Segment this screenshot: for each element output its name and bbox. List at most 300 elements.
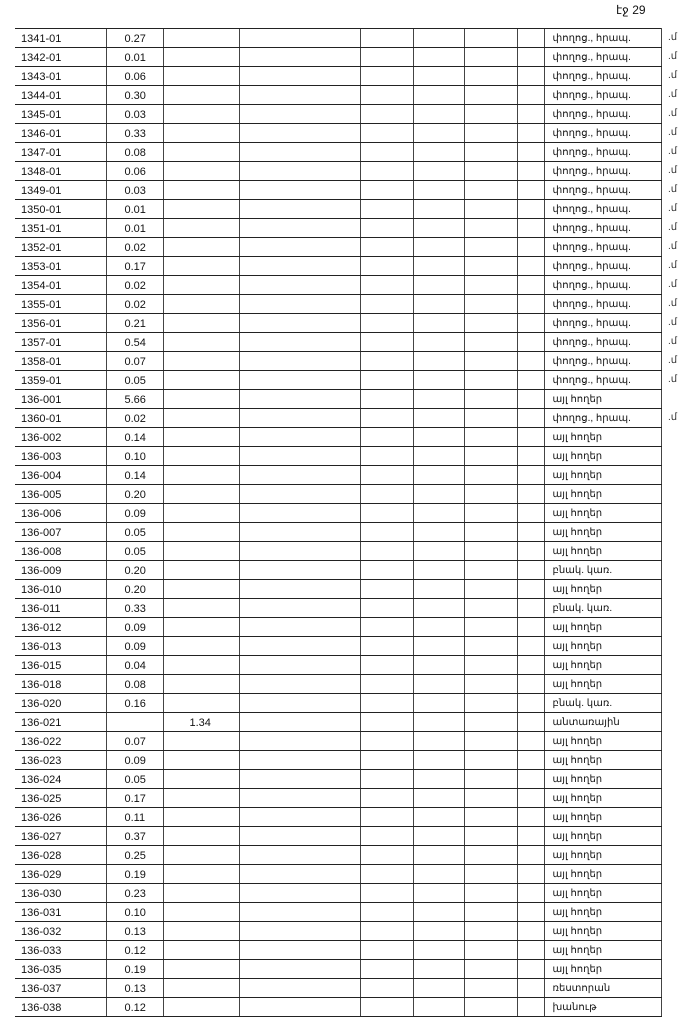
parcel-code: 136-003 [15,447,106,466]
parcel-code: 1347-01 [15,143,106,162]
empty-cell [464,637,517,656]
land-use: այլ հողեր [544,789,661,808]
parcel-code: 136-026 [15,808,106,827]
empty-cell [413,504,464,523]
empty-cell [517,789,544,808]
parcel-area: 0.19 [106,960,163,979]
land-use: այլ հողեր [544,865,661,884]
land-use: փողոց., հրապ. [544,200,661,219]
table-row [15,466,661,485]
empty-cell [413,770,464,789]
parcel-code: 136-024 [15,770,106,789]
empty-cell [360,447,413,466]
empty-cell [517,447,544,466]
empty-cell [413,314,464,333]
parcel-code: 136-031 [15,903,106,922]
empty-cell [360,409,413,428]
empty-cell [413,542,464,561]
empty-cell [464,238,517,257]
land-use: այլ հողեր [544,941,661,960]
table-row [15,390,661,409]
empty-cell [517,390,544,409]
parcel-code: 1349-01 [15,181,106,200]
empty-cell [239,960,360,979]
empty-cell [413,732,464,751]
empty-cell [413,67,464,86]
land-use: այլ հողեր [544,618,661,637]
empty-cell [360,713,413,732]
parcel-area: 0.01 [106,48,163,67]
parcel-code: 136-005 [15,485,106,504]
parcel-code: 1355-01 [15,295,106,314]
empty-cell [360,808,413,827]
empty-cell [413,865,464,884]
empty-cell [239,295,360,314]
empty-cell [464,808,517,827]
margin-mark: .մ [668,355,678,366]
empty-cell [413,561,464,580]
empty-cell [517,542,544,561]
table-row [15,941,661,960]
empty-cell [517,922,544,941]
land-use: փողոց., հրապ. [544,295,661,314]
empty-cell [239,599,360,618]
parcel-code: 1358-01 [15,352,106,371]
empty-cell [360,542,413,561]
empty-cell [517,48,544,67]
parcel-area-forest [163,979,239,998]
parcel-area: 0.30 [106,86,163,105]
table-row [15,67,661,86]
land-use: այլ հողեր [544,770,661,789]
empty-cell [464,124,517,143]
parcel-code: 1359-01 [15,371,106,390]
empty-cell [413,333,464,352]
land-use: փողոց., հրապ. [544,181,661,200]
empty-cell [239,751,360,770]
parcel-area-forest [163,808,239,827]
empty-cell [464,542,517,561]
empty-cell [413,599,464,618]
parcel-code: 1345-01 [15,105,106,124]
parcel-area: 0.05 [106,371,163,390]
table-row [15,333,661,352]
land-use: այլ հողեր [544,485,661,504]
parcel-area: 0.05 [106,523,163,542]
land-use: փողոց., հրապ. [544,238,661,257]
empty-cell [464,884,517,903]
parcel-area: 0.05 [106,770,163,789]
empty-cell [360,599,413,618]
parcel-code: 136-020 [15,694,106,713]
table-row [15,86,661,105]
margin-mark: .մ [668,260,678,271]
empty-cell [413,675,464,694]
table-row [15,200,661,219]
empty-cell [239,789,360,808]
table-row [15,523,661,542]
empty-cell [464,599,517,618]
table-row [15,504,661,523]
empty-cell [517,656,544,675]
empty-cell [413,466,464,485]
empty-cell [360,219,413,238]
empty-cell [413,390,464,409]
margin-mark: .մ [668,222,678,233]
parcel-area: 0.25 [106,846,163,865]
land-use: այլ հողեր [544,542,661,561]
land-use: այլ հողեր [544,447,661,466]
empty-cell [239,561,360,580]
parcel-area: 0.37 [106,827,163,846]
margin-mark: .մ [668,298,678,309]
empty-cell [464,409,517,428]
empty-cell [360,352,413,371]
parcel-code: 136-007 [15,523,106,542]
parcel-area: 0.17 [106,789,163,808]
land-use: այլ հողեր [544,827,661,846]
empty-cell [464,922,517,941]
parcel-area-forest [163,314,239,333]
empty-cell [239,922,360,941]
margin-mark: .մ [668,165,678,176]
parcel-area: 0.02 [106,238,163,257]
empty-cell [413,618,464,637]
empty-cell [517,200,544,219]
empty-cell [517,257,544,276]
empty-cell [464,694,517,713]
empty-cell [360,124,413,143]
parcel-area: 0.13 [106,922,163,941]
table-row [15,276,661,295]
land-use: այլ հողեր [544,732,661,751]
empty-cell [360,922,413,941]
parcel-area: 0.08 [106,143,163,162]
parcel-area: 0.21 [106,314,163,333]
empty-cell [413,960,464,979]
parcel-code: 1341-01 [15,29,106,48]
parcel-code: 1360-01 [15,409,106,428]
parcel-area: 0.03 [106,105,163,124]
margin-mark: .մ [668,184,678,195]
land-use: այլ հողեր [544,960,661,979]
parcel-area-forest [163,390,239,409]
parcel-area-forest [163,675,239,694]
parcel-area-forest [163,29,239,48]
margin-mark: .մ [668,32,678,43]
empty-cell [517,86,544,105]
land-use: այլ հողեր [544,808,661,827]
table-row [15,48,661,67]
empty-cell [517,143,544,162]
empty-cell [517,941,544,960]
table-row [15,181,661,200]
empty-cell [239,808,360,827]
land-use: այլ հողեր [544,656,661,675]
empty-cell [360,960,413,979]
margin-mark: .մ [668,241,678,252]
empty-cell [517,694,544,713]
empty-cell [413,238,464,257]
empty-cell [413,295,464,314]
parcel-code: 136-009 [15,561,106,580]
parcel-code: 1342-01 [15,48,106,67]
empty-cell [239,675,360,694]
empty-cell [464,48,517,67]
parcel-area: 0.54 [106,333,163,352]
empty-cell [517,770,544,789]
land-use: ռեստորան [544,979,661,998]
margin-mark: .մ [668,108,678,119]
empty-cell [413,656,464,675]
empty-cell [360,371,413,390]
table-row [15,675,661,694]
parcel-area-forest [163,751,239,770]
empty-cell [360,48,413,67]
table-row [15,656,661,675]
empty-cell [413,789,464,808]
empty-cell [517,162,544,181]
land-use: խանութ [544,998,661,1017]
empty-cell [517,428,544,447]
parcel-area: 0.20 [106,561,163,580]
empty-cell [360,770,413,789]
parcel-area: 0.11 [106,808,163,827]
table-row [15,789,661,808]
empty-cell [517,409,544,428]
empty-cell [239,200,360,219]
parcel-area-forest [163,770,239,789]
parcel-area-forest [163,200,239,219]
empty-cell [413,428,464,447]
empty-cell [464,67,517,86]
empty-cell [464,770,517,789]
parcel-code: 1344-01 [15,86,106,105]
margin-mark: .մ [668,412,678,423]
table-row [15,257,661,276]
empty-cell [360,884,413,903]
empty-cell [413,922,464,941]
margin-mark: .մ [668,51,678,62]
parcel-area: 0.04 [106,656,163,675]
land-use: այլ հողեր [544,504,661,523]
empty-cell [517,276,544,295]
empty-cell [360,789,413,808]
empty-cell [413,257,464,276]
table-row [15,751,661,770]
empty-cell [517,903,544,922]
empty-cell [464,751,517,770]
table-row [15,713,661,732]
parcel-area: 0.01 [106,219,163,238]
empty-cell [360,333,413,352]
empty-cell [239,371,360,390]
empty-cell [413,998,464,1017]
empty-cell [239,998,360,1017]
land-use: փողոց., հրապ. [544,143,661,162]
empty-cell [239,713,360,732]
land-use: փողոց., հրապ. [544,162,661,181]
parcel-area: 0.12 [106,998,163,1017]
parcel-code: 136-028 [15,846,106,865]
empty-cell [360,105,413,124]
empty-cell [239,941,360,960]
empty-cell [413,352,464,371]
parcel-area: 0.33 [106,599,163,618]
parcel-code: 136-032 [15,922,106,941]
parcel-area-forest [163,105,239,124]
empty-cell [413,846,464,865]
empty-cell [413,884,464,903]
parcel-area-forest [163,903,239,922]
empty-cell [517,295,544,314]
parcel-code: 1353-01 [15,257,106,276]
parcel-area-forest [163,846,239,865]
empty-cell [464,371,517,390]
empty-cell [239,48,360,67]
empty-cell [517,618,544,637]
empty-cell [360,618,413,637]
empty-cell [517,466,544,485]
empty-cell [517,352,544,371]
empty-cell [517,67,544,86]
empty-cell [517,751,544,770]
empty-cell [413,903,464,922]
parcel-area: 0.06 [106,67,163,86]
empty-cell [517,675,544,694]
empty-cell [464,656,517,675]
parcel-area-forest [163,181,239,200]
parcel-area-forest [163,276,239,295]
parcel-area: 0.02 [106,409,163,428]
parcel-code: 136-011 [15,599,106,618]
empty-cell [464,86,517,105]
land-use: բնակ. կառ. [544,599,661,618]
parcel-area: 0.06 [106,162,163,181]
parcel-code: 1357-01 [15,333,106,352]
empty-cell [464,789,517,808]
empty-cell [413,523,464,542]
parcel-code: 1348-01 [15,162,106,181]
parcel-area-forest [163,960,239,979]
margin-mark: .մ [668,317,678,328]
empty-cell [239,846,360,865]
table-row [15,143,661,162]
empty-cell [239,732,360,751]
parcel-code: 136-006 [15,504,106,523]
empty-cell [413,409,464,428]
empty-cell [239,865,360,884]
table-row [15,428,661,447]
parcel-area-forest [163,238,239,257]
parcel-area: 0.10 [106,903,163,922]
parcel-area: 0.09 [106,618,163,637]
empty-cell [413,86,464,105]
parcel-area-forest [163,656,239,675]
land-use: փողոց., հրապ. [544,276,661,295]
parcel-area-forest [163,941,239,960]
parcel-area-forest [163,998,239,1017]
parcel-area: 0.09 [106,637,163,656]
empty-cell [239,143,360,162]
empty-cell [360,637,413,656]
parcel-area-forest [163,884,239,903]
empty-cell [360,846,413,865]
table-row [15,238,661,257]
empty-cell [413,162,464,181]
parcel-area-forest [163,542,239,561]
empty-cell [239,124,360,143]
empty-cell [360,143,413,162]
empty-cell [464,998,517,1017]
parcel-code: 136-022 [15,732,106,751]
parcel-code: 136-037 [15,979,106,998]
empty-cell [517,713,544,732]
parcel-code: 136-021 [15,713,106,732]
empty-cell [360,238,413,257]
table-row [15,884,661,903]
parcel-code: 136-030 [15,884,106,903]
parcel-area-forest [163,86,239,105]
empty-cell [239,29,360,48]
parcel-area: 0.02 [106,295,163,314]
empty-cell [517,485,544,504]
empty-cell [239,979,360,998]
empty-cell [239,181,360,200]
land-use: փողոց., հրապ. [544,352,661,371]
parcel-code: 1351-01 [15,219,106,238]
parcel-code: 136-033 [15,941,106,960]
empty-cell [360,732,413,751]
table-row [15,998,661,1017]
empty-cell [360,865,413,884]
parcel-area-forest: 1.34 [163,713,239,732]
empty-cell [517,865,544,884]
empty-cell [239,523,360,542]
parcel-area: 0.09 [106,751,163,770]
table-row [15,105,661,124]
parcel-area: 0.14 [106,428,163,447]
empty-cell [413,447,464,466]
empty-cell [413,105,464,124]
margin-mark: .մ [668,336,678,347]
empty-cell [413,979,464,998]
empty-cell [239,409,360,428]
empty-cell [464,960,517,979]
parcel-code: 136-023 [15,751,106,770]
parcel-area: 0.27 [106,29,163,48]
empty-cell [464,162,517,181]
parcel-area-forest [163,922,239,941]
parcel-code: 136-002 [15,428,106,447]
table-row [15,618,661,637]
empty-cell [413,276,464,295]
parcel-area: 0.07 [106,352,163,371]
table-body [15,29,661,1017]
empty-cell [413,637,464,656]
empty-cell [517,371,544,390]
parcel-area: 0.09 [106,504,163,523]
empty-cell [464,561,517,580]
empty-cell [517,884,544,903]
parcel-area: 0.02 [106,276,163,295]
empty-cell [464,865,517,884]
empty-cell [517,827,544,846]
page-number: էջ 29 [616,3,646,17]
empty-cell [360,200,413,219]
empty-cell [464,941,517,960]
empty-cell [464,618,517,637]
